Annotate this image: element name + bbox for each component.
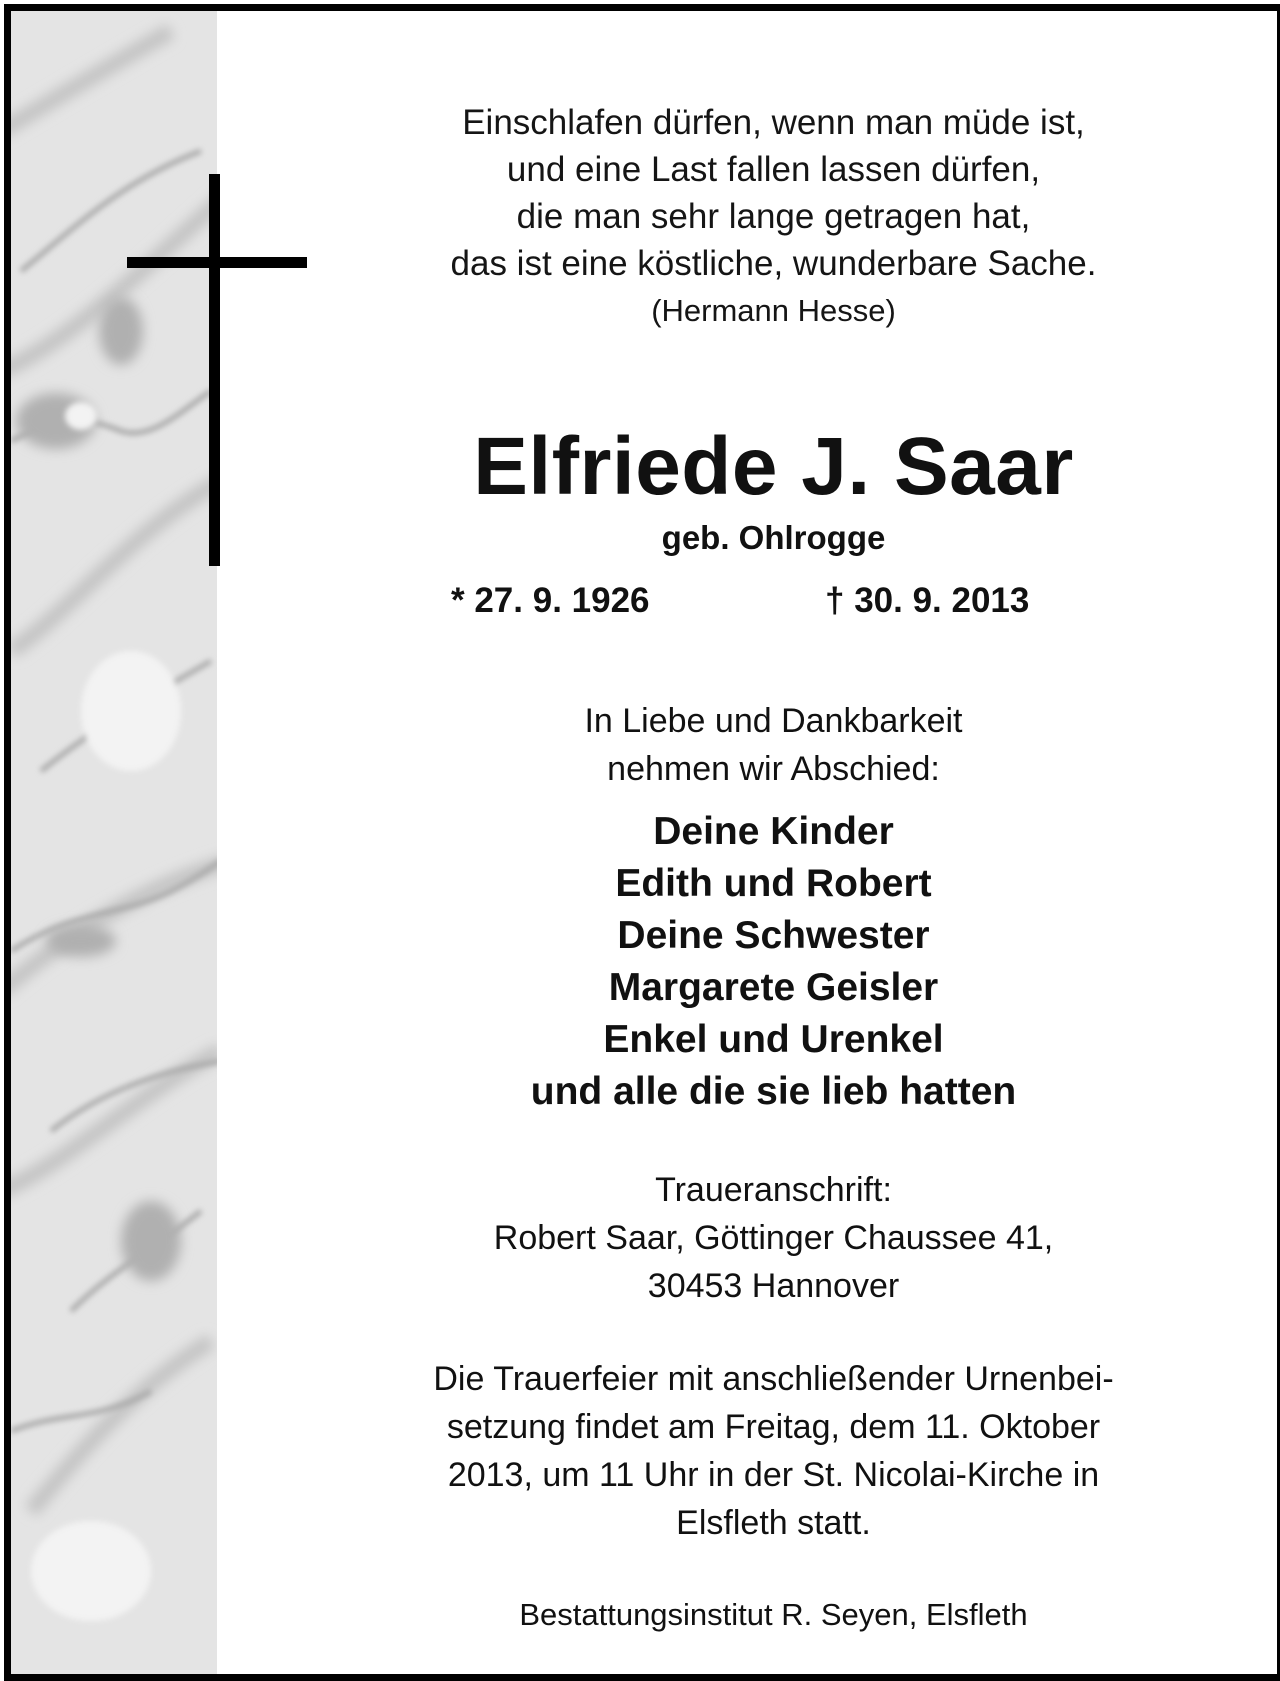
mourner-line: Enkel und Urenkel bbox=[603, 1018, 944, 1061]
deceased-name: Elfriede J. Saar bbox=[473, 421, 1074, 512]
farewell-text bbox=[331, 697, 1216, 793]
service-announcement bbox=[331, 1355, 1216, 1547]
death-date: † 30. 9. 2013 bbox=[825, 581, 1030, 620]
service-line: 2013, um 11 Uhr in der St. Nicolai-Kirche in bbox=[447, 1456, 1100, 1494]
mourners-list bbox=[331, 806, 1216, 1118]
cross-icon-vertical-bar bbox=[209, 174, 220, 566]
service-line: Die Trauerfeier mit anschließender Urnenbei- bbox=[433, 1360, 1114, 1398]
poem-line: die man sehr lange getragen hat, bbox=[516, 197, 1031, 236]
mourner-line: Deine Kinder bbox=[653, 810, 894, 853]
birth-name: geb. Ohlrogge bbox=[661, 519, 886, 556]
mourner-line: Margarete Geisler bbox=[608, 966, 939, 1009]
service-line: setzung findet am Freitag, dem 11. Oktober bbox=[446, 1408, 1101, 1446]
poem-line: Einschlafen dürfen, wenn man müde ist, bbox=[462, 103, 1085, 142]
birth-date: * 27. 9. 1926 bbox=[451, 581, 650, 620]
mourning-address bbox=[331, 1166, 1216, 1310]
address-line: Robert Saar, Göttinger Chaussee 41, bbox=[493, 1219, 1054, 1257]
poem-line: das ist eine köstliche, wunderbare Sache. bbox=[450, 244, 1097, 283]
cross-icon-horizontal-bar bbox=[127, 257, 307, 268]
poem-line: und eine Last fallen lassen dürfen, bbox=[506, 150, 1041, 189]
address-line: Traueranschrift: bbox=[655, 1171, 892, 1209]
address-line: 30453 Hannover bbox=[647, 1267, 900, 1305]
mourner-line: Edith und Robert bbox=[615, 862, 932, 905]
undertaker-credit: Bestattungsinstitut R. Seyen, Elsfleth bbox=[519, 1597, 1028, 1632]
mourner-line: und alle die sie lieb hatten bbox=[530, 1070, 1017, 1113]
poem-author: (Hermann Hesse) bbox=[651, 293, 896, 328]
mourner-line: Deine Schwester bbox=[617, 914, 930, 957]
obituary-notice bbox=[4, 4, 1280, 1681]
poem-block bbox=[331, 99, 1216, 334]
service-line: Elsfleth statt. bbox=[676, 1504, 871, 1542]
farewell-line: nehmen wir Abschied: bbox=[607, 750, 940, 788]
farewell-line: In Liebe und Dankbarkeit bbox=[584, 702, 963, 740]
